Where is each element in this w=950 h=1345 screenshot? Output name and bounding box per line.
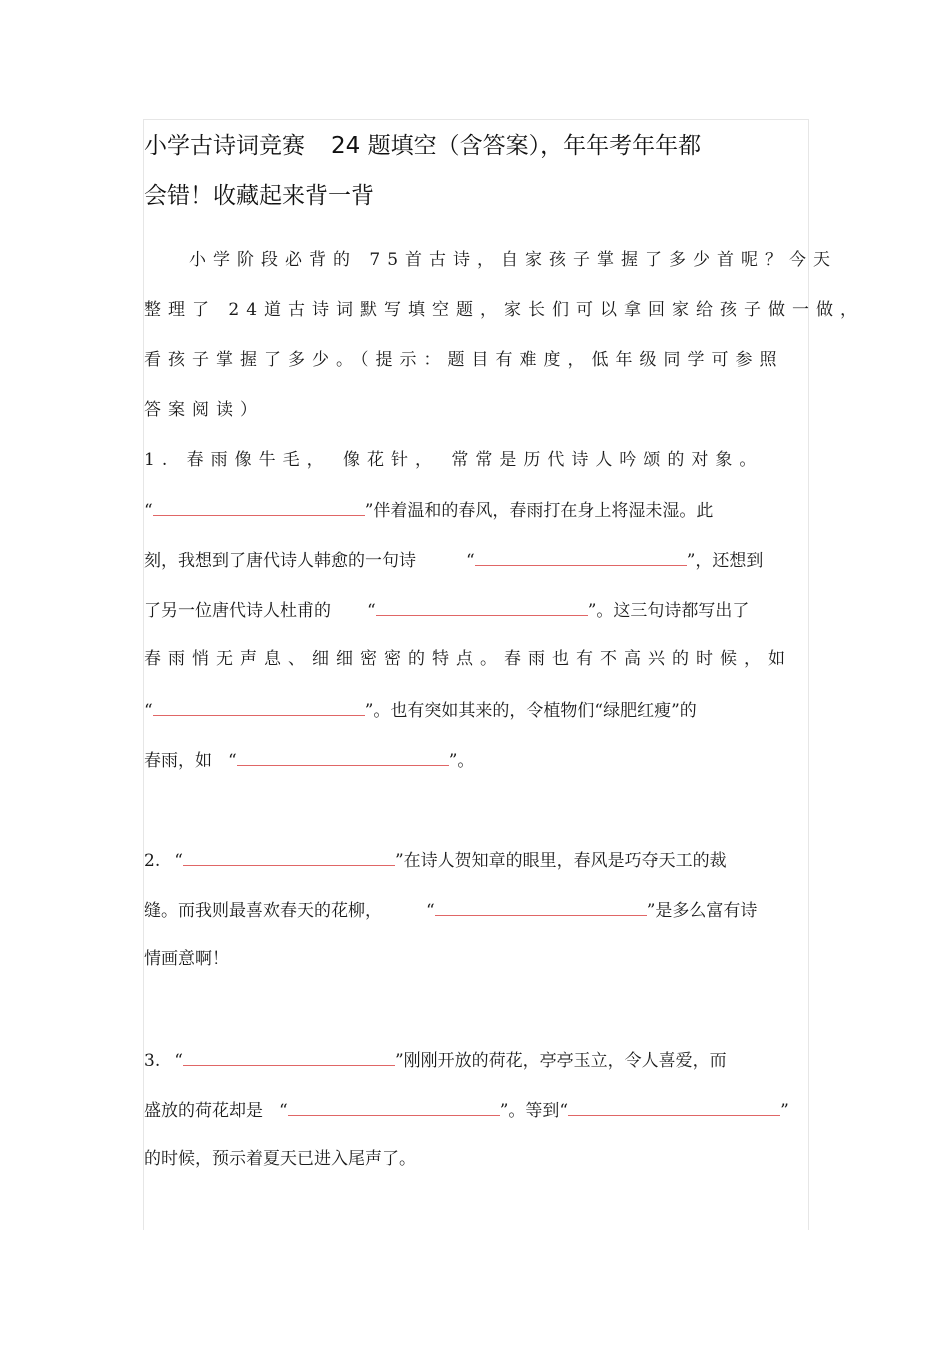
q1-line-2	[144, 498, 713, 522]
q3-line-2	[144, 1098, 789, 1122]
q3-line-1	[144, 1048, 727, 1072]
q2-line-2	[144, 898, 757, 922]
q3-line-2-text: 盛放的荷花却是	[144, 1101, 263, 1121]
q1-line-7	[144, 748, 474, 772]
article-title-line-1	[144, 131, 701, 161]
open-quote: “	[174, 1051, 183, 1071]
open-quote: “	[367, 601, 376, 621]
title-part-b: 24 题填空（含答案），年年考年年都	[331, 133, 702, 159]
q1-line-6	[144, 698, 697, 722]
q2-number: 2.	[144, 851, 161, 871]
q1-line-3-text: 刻，我想到了唐代诗人韩愈的一句诗	[144, 551, 416, 571]
q1-line-1: 1. 春雨像牛毛， 像花针， 常常是历代诗人吟颂的对象。	[144, 450, 764, 470]
q2-line-2-text: 缝。而我则最喜欢春天的花柳，	[144, 901, 382, 921]
q2-line-1	[144, 848, 727, 872]
open-quote: “	[144, 501, 153, 521]
answer-blank[interactable]	[183, 848, 395, 866]
answer-blank[interactable]	[153, 698, 365, 716]
answer-blank[interactable]	[237, 748, 449, 766]
intro-line-3: 看孩子掌握了多少。（提示：题目有难度，低年级同学可参照	[144, 350, 784, 370]
q1-line-4	[144, 598, 749, 622]
q1-line-7-close: ”。	[448, 751, 475, 771]
intro-line-1: 小学阶段必背的 75首古诗，自家孩子掌握了多少首呢？今天	[189, 250, 838, 270]
open-quote: “	[466, 551, 475, 571]
open-quote: “	[174, 851, 183, 871]
intro-line-4: 答案阅读）	[144, 400, 264, 420]
answer-blank[interactable]	[568, 1098, 780, 1116]
open-quote: “	[228, 751, 237, 771]
q1-line-3-close: ”，还想到	[686, 551, 764, 571]
q1-line-4-close: ”。这三句诗都写出了	[587, 601, 750, 621]
q3-number: 3.	[144, 1051, 161, 1071]
answer-blank[interactable]	[153, 498, 365, 516]
q1-line-3	[144, 548, 763, 572]
answer-blank[interactable]	[435, 898, 647, 916]
q3-line-1-text: ”刚刚开放的荷花，亭亭玉立，令人喜爱，而	[394, 1051, 727, 1071]
q1-line-2-text: ”伴着温和的春风，春雨打在身上将湿未湿。此	[364, 501, 714, 521]
article-title-line-2: 会错！收藏起来背一背	[144, 183, 374, 209]
open-quote: “	[279, 1101, 288, 1121]
q3-line-2-mid: ”。等到“	[499, 1101, 569, 1121]
intro-line-2: 整理了 24道古诗词默写填空题，家长们可以拿回家给孩子做一做，	[144, 300, 865, 320]
answer-blank[interactable]	[475, 548, 687, 566]
open-quote: “	[144, 701, 153, 721]
q2-line-2-close: ”是多么富有诗	[646, 901, 758, 921]
q1-line-7-text: 春雨，如	[144, 751, 212, 771]
q1-line-6-text: ”。也有突如其来的，令植物们“绿肥红瘦”的	[364, 701, 697, 721]
answer-blank[interactable]	[183, 1048, 395, 1066]
answer-blank[interactable]	[288, 1098, 500, 1116]
q3-line-3: 的时候，预示着夏天已进入尾声了。	[144, 1149, 416, 1169]
close-quote: ”	[780, 1101, 789, 1121]
answer-blank[interactable]	[376, 598, 588, 616]
open-quote: “	[426, 901, 435, 921]
q1-line-4-text: 了另一位唐代诗人杜甫的	[144, 601, 331, 621]
q2-line-3: 情画意啊！	[144, 949, 229, 969]
title-part-a: 小学古诗词竞赛	[144, 133, 305, 159]
q2-line-1-text: ”在诗人贺知章的眼里，春风是巧夺天工的裁	[394, 851, 727, 871]
q1-line-5: 春雨悄无声息、细细密密的特点。春雨也有不高兴的时候，如	[144, 649, 792, 669]
